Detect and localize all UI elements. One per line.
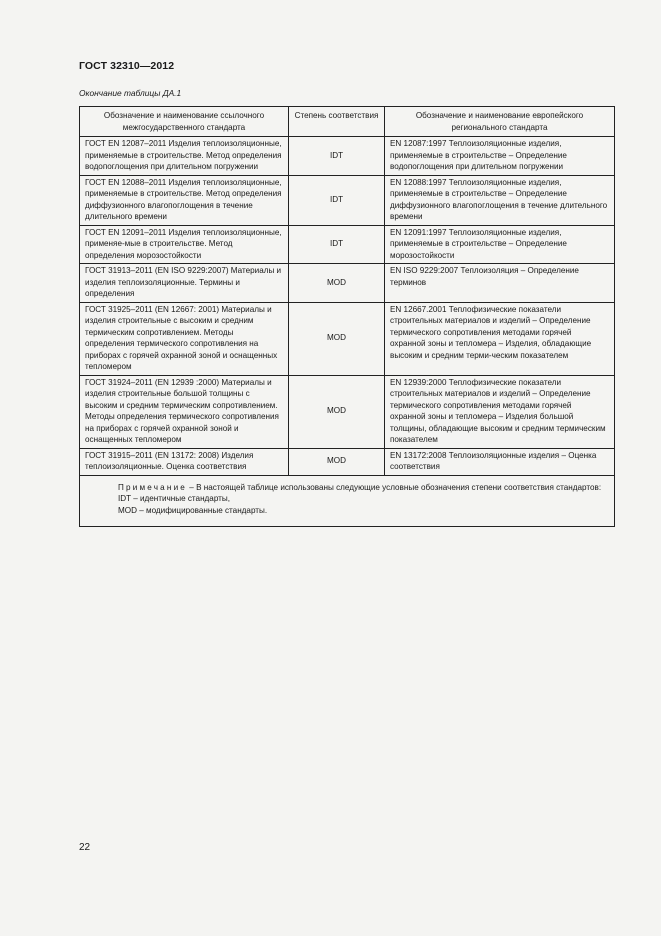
degree-cell: IDT [289, 175, 385, 225]
table-note [80, 475, 615, 527]
degree-cell: MOD [289, 448, 385, 475]
european-standard-cell: EN ISO 9229:2007 Теплоизоляция – Определение терминов [385, 264, 615, 303]
degree-cell: MOD [289, 264, 385, 303]
note-label: Примечание [118, 482, 188, 492]
degree-cell: MOD [289, 375, 385, 448]
interstate-standard-cell: ГОСТ EN 12088–2011 Изделия теплоизоляционные, применяемые в строительстве. Метод определения диффузионного влагопоглощения в течение длительного времени [80, 175, 289, 225]
interstate-standard-cell: ГОСТ 31913–2011 (EN ISO 9229:2007) Материалы и изделия теплоизоляционные. Термины и определения [80, 264, 289, 303]
degree-cell: IDT [289, 225, 385, 264]
degree-cell: MOD [289, 302, 385, 375]
header-interstate-standard: Обозначение и наименование ссылочного межгосударственного стандарта [80, 107, 289, 137]
page-number: 22 [79, 842, 91, 853]
interstate-standard-cell: ГОСТ EN 12087–2011 Изделия теплоизоляционные, применяемые в строительстве. Метод определения водопоглощения при длительном погружении [80, 137, 289, 176]
standards-table [79, 106, 615, 527]
european-standard-cell: EN 12939:2000 Теплофизические показатели строительных материалов и изделий – Определение термического сопротивления методами горячей охранной зоны и тепломера – Изделия большой толщины, обладающие высоким и средним термическим показателем [385, 375, 615, 448]
interstate-standard-cell: ГОСТ 31925–2011 (EN 12667: 2001) Материалы и изделия строительные с высоким и средним термическим сопротивлением. Методы определения термического сопротивления на приборах с горячей охранной зоной и оснащенных тепломером [80, 302, 289, 375]
european-standard-cell: EN 12091:1997 Теплоизоляционные изделия, применяемые в строительстве – Определение морозостойкости [385, 225, 615, 264]
table-row [80, 302, 615, 375]
table-row [80, 264, 615, 303]
table-row [80, 225, 615, 264]
table-row [80, 448, 615, 475]
note-first-line [86, 482, 608, 494]
header-degree: Степень соответствия [289, 107, 385, 137]
note-item-idt: IDT – идентичные стандарты, [118, 494, 230, 503]
degree-cell: IDT [289, 137, 385, 176]
table-row [80, 375, 615, 448]
european-standard-cell: EN 12087:1997 Теплоизоляционные изделия, применяемые в строительстве – Определение водопоглощения при длительном погружении [385, 137, 615, 176]
header-european-standard: Обозначение и наименование европейского регионального стандарта [385, 107, 615, 137]
interstate-standard-cell: ГОСТ 31915–2011 (EN 13172: 2008) Изделия теплоизоляционные. Оценка соответствия [80, 448, 289, 475]
table-note-row [80, 475, 615, 527]
table-row [80, 175, 615, 225]
european-standard-cell: EN 12088:1997 Теплоизоляционные изделия, применяемые в строительстве – Определение диффузионного влагопоглощения в течение длительного времени [385, 175, 615, 225]
standards-table-container [79, 106, 614, 527]
table-header-row [80, 107, 615, 137]
table-caption: Окончание таблицы ДА.1 [79, 88, 182, 98]
note-text: – В настоящей таблице использованы следующие условные обозначения степени соответствия стандартов: [189, 482, 602, 492]
document-title: ГОСТ 32310—2012 [79, 60, 175, 72]
european-standard-cell: EN 12667.2001 Теплофизические показатели строительных материалов и изделий – Определение термического сопротивления методами горячей охранной зоны и тепломера – Изделия, обладающие высоким и средним терми-ческим показателем [385, 302, 615, 375]
interstate-standard-cell: ГОСТ EN 12091–2011 Изделия теплоизоляционные, применяе-мые в строительстве. Метод определения морозостойкости [80, 225, 289, 264]
note-item-mod: MOD – модифицированные стандарты. [118, 505, 268, 515]
european-standard-cell: EN 13172:2008 Теплоизоляционные изделия – Оценка соответствия [385, 448, 615, 475]
interstate-standard-cell: ГОСТ 31924–2011 (EN 12939 :2000) Материалы и изделия строительные большой толщины с высоким и средним термическим сопротивлением. Методы определения термического сопротивления на приборах с горячей охранной зоной и оснащенных тепломером [80, 375, 289, 448]
table-row [80, 137, 615, 176]
